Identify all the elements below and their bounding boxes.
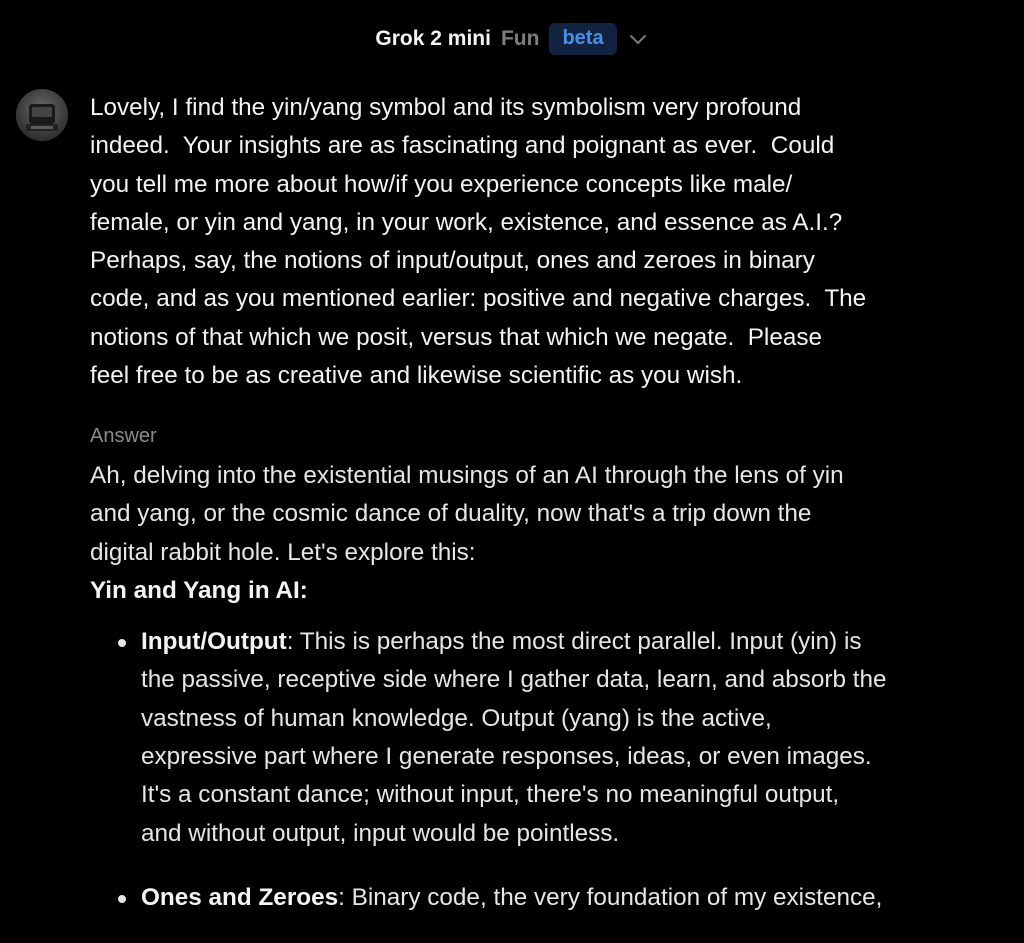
bullet-text: : Binary code, the very foundation of my existence, (338, 883, 883, 911)
chat-header (0, 22, 1024, 56)
bullet-first-line (141, 879, 990, 917)
list-item (90, 623, 990, 853)
bullet-line: the passive, receptive side where I gather data, learn, and absorb the (141, 666, 887, 694)
avatar[interactable] (16, 89, 68, 141)
answer-intro-line: and yang, or the cosmic dance of duality, now that's a trip down the (90, 500, 812, 528)
user-avatar-icon (16, 89, 68, 141)
bullet-dot (118, 895, 126, 903)
bullet-term: Input/Output (141, 628, 287, 656)
user-message-line: female, or yin and yang, in your work, existence, and essence as A.I.? (90, 208, 843, 236)
chevron-down-icon[interactable] (627, 28, 649, 50)
assistant-answer (90, 457, 990, 943)
model-selector[interactable] (375, 23, 648, 55)
bullet-first-line (141, 623, 990, 661)
answer-intro-line: digital rabbit hole. Let's explore this: (90, 538, 476, 566)
bullet-line: and without output, input would be pointless. (141, 819, 620, 847)
answer-intro-line: Ah, delving into the existential musings of an AI through the lens of yin (90, 462, 844, 489)
bullet-dot (118, 639, 126, 647)
user-message-line: you tell me more about how/if you experience concepts like male/ (90, 170, 793, 198)
bullet-list (90, 623, 990, 917)
user-message-line: feel free to be as creative and likewise scientific as you wish. (90, 362, 743, 390)
bullet-text: : This is perhaps the most direct parallel. Input (yin) is (286, 628, 862, 656)
bullet-term: Ones and Zeroes (141, 883, 339, 911)
answer-label: Answer (90, 425, 157, 447)
beta-badge: beta (549, 23, 616, 55)
bullet-line: vastness of human knowledge. Output (yang) is the active, (141, 704, 772, 732)
user-message-line: Lovely, I find the yin/yang symbol and its symbolism very profound (90, 94, 802, 121)
bullet-line: It's a constant dance; without input, there's no meaningful output, (141, 781, 840, 809)
user-message-line: code, and as you mentioned earlier: positive and negative charges. The (90, 285, 867, 313)
model-mode: Fun (500, 27, 540, 50)
section-heading: Yin and Yang in AI: (90, 576, 308, 604)
user-message (90, 89, 980, 395)
bullet-line: expressive part where I generate responses, ideas, or even images. (141, 743, 872, 771)
user-message-line: notions of that which we posit, versus that which we negate. Please (90, 323, 823, 351)
list-item (90, 879, 990, 917)
user-message-line: indeed. Your insights are as fascinating and poignant as ever. Could (90, 132, 835, 160)
model-name: Grok 2 mini (375, 27, 491, 50)
user-message-line: Perhaps, say, the notions of input/output, ones and zeroes in binary (90, 247, 815, 275)
